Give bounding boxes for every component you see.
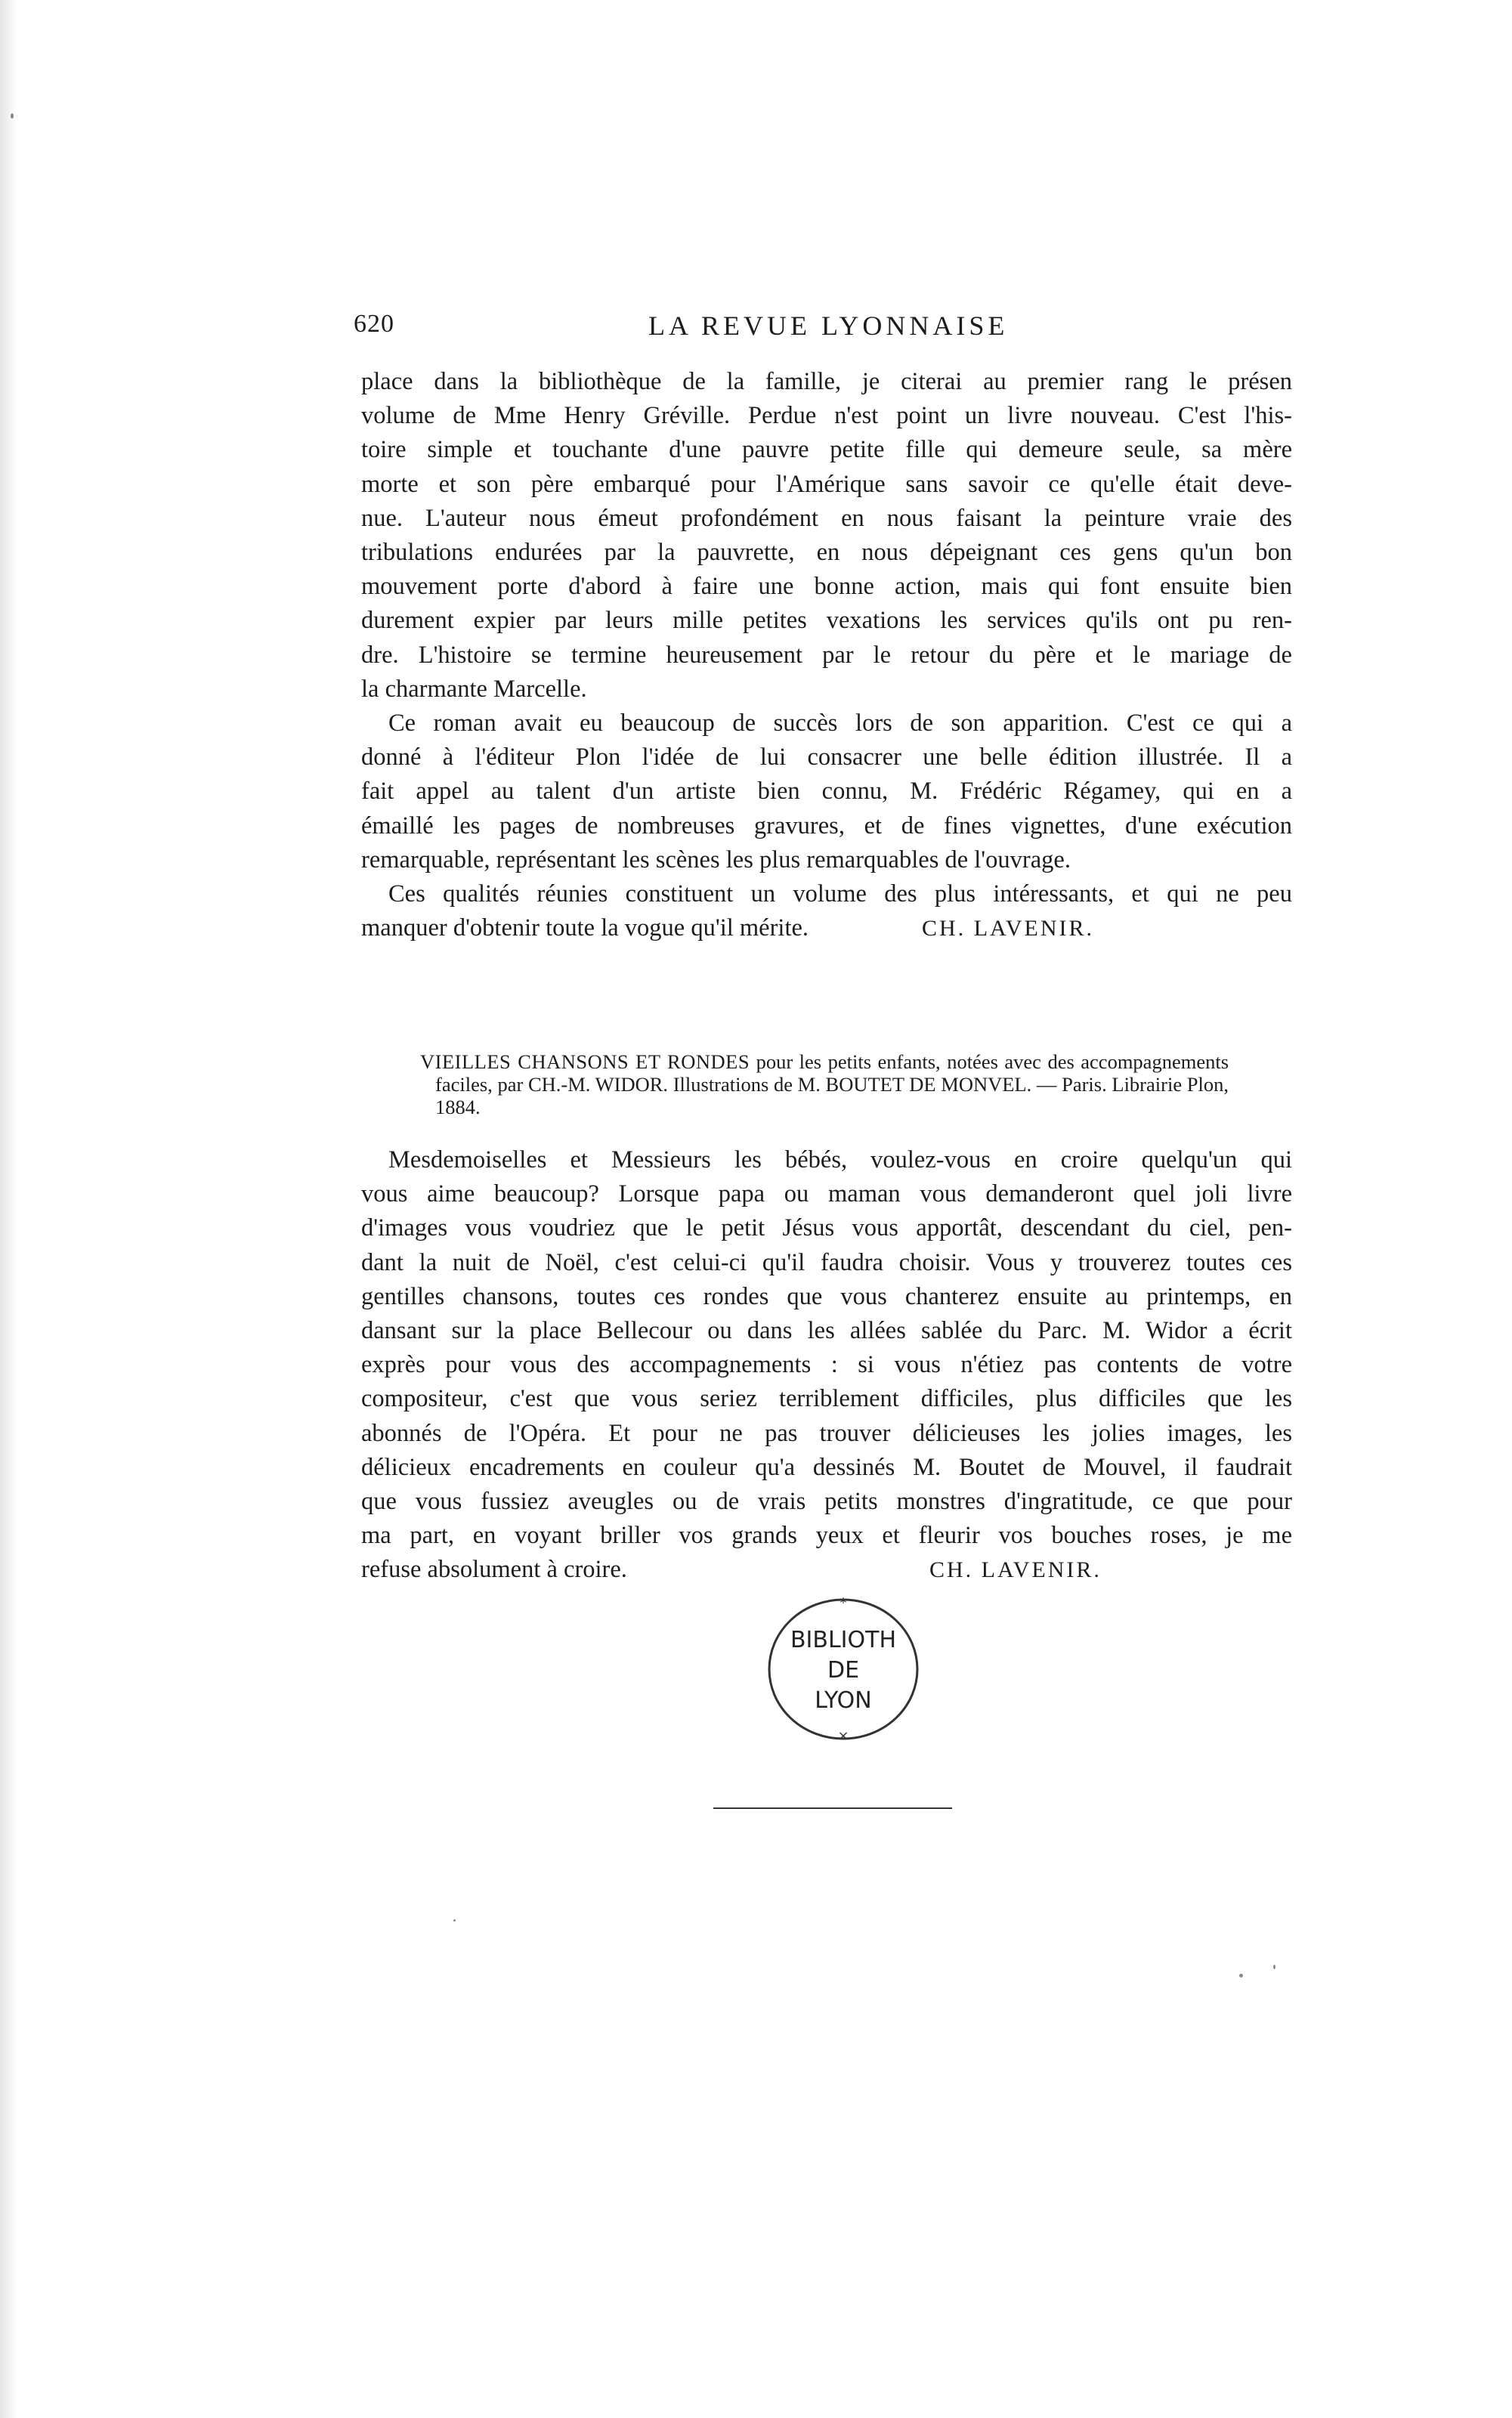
text-line: gentilles chansons, toutes ces rondes que vous chanterez ensuite au printemps, en: [361, 1282, 1292, 1310]
running-head: [354, 310, 1291, 348]
text-line: émaillé les pages de nombreuses gravures, et de fines vignettes, d'une exécution: [361, 812, 1292, 839]
text-line: remarquable, représentant les scènes les plus remarquables de l'ouvrage.: [361, 846, 1071, 874]
signature: CH. LAVENIR.: [922, 916, 1094, 942]
text-line: mouvement porte d'abord à faire une bonne action, mais qui font ensuite bien: [361, 573, 1292, 601]
text-line: durement expier par leurs mille petites vexations les services qu'ils ont pu ren-: [361, 607, 1292, 635]
text-line: vous aime beaucoup? Lorsque papa ou maman vous demanderont quel joli livre: [361, 1180, 1292, 1208]
text-line: nue. L'auteur nous émeut profondément en nous faisant la peinture vraie des: [361, 504, 1292, 532]
text-line: fait appel au talent d'un artiste bien connu, M. Frédéric Régamey, qui en a: [361, 778, 1292, 805]
page-number: 620: [354, 310, 394, 338]
svg-text:*: *: [839, 1595, 847, 1611]
library-stamp: [765, 1591, 922, 1748]
stamp-text: LYON: [815, 1687, 872, 1714]
text-line: Ces qualités réunies constituent un volume des plus intéressants, et qui ne peu: [388, 880, 1292, 908]
text-line: exprès pour vous des accompagnements : si vous n'étiez pas contents de votre: [361, 1351, 1292, 1379]
stamp-text: DE: [827, 1657, 860, 1684]
speck: [1239, 1974, 1243, 1977]
book-heading: [420, 1050, 1229, 1118]
section-end-rule: [713, 1807, 952, 1809]
text-line: d'images vous voudriez que le petit Jésus vous apportât, descendant du ciel, pen-: [361, 1214, 1292, 1242]
text-line: morte et son père embarqué pour l'Amérique sans savoir ce qu'elle était deve-: [361, 470, 1292, 498]
text-line: compositeur, c'est que vous seriez terriblement difficiles, plus difficiles que les: [361, 1385, 1292, 1413]
speck: [453, 1919, 456, 1922]
book-title: VIEILLES CHANSONS ET RONDES: [420, 1050, 750, 1073]
text-line: place dans la bibliothèque de la famille, je citerai au premier rang le présen: [361, 368, 1292, 395]
review-vieilles-chansons: [361, 1143, 1292, 1588]
text-line-content: manquer d'obtenir toute la vogue qu'il mérite.: [361, 914, 809, 942]
text-line: donné à l'éditeur Plon l'idée de lui consacrer une belle édition illustrée. Il a: [361, 744, 1292, 771]
text-line: la charmante Marcelle.: [361, 675, 587, 703]
review-perdue: [361, 365, 1292, 945]
text-line: dansant sur la place Bellecour ou dans les allées sablée du Parc. M. Widor a écrit: [361, 1317, 1292, 1345]
text-line: tribulations endurées par la pauvrette, en nous dépeignant ces gens qu'un bon: [361, 539, 1292, 567]
text-line: délicieux encadrements en couleur qu'a dessinés M. Boutet de Mouvel, il faudrait: [361, 1453, 1292, 1481]
text-line: toire simple et touchante d'une pauvre petite fille qui demeure seule, sa mère: [361, 436, 1292, 464]
page-scan-edge: [0, 0, 17, 2418]
text-line: que vous fussiez aveugles ou de vrais petits monstres d'ingratitude, ce que pour: [361, 1488, 1292, 1516]
text-line-content: refuse absolument à croire.: [361, 1556, 627, 1584]
book-details: pour les petits enfants, notées avec des accompagnements faciles, par CH.-M. WIDOR. Illustrations de M. BOUTET DE MONVEL. — Paris. Librairie Plon, 1884.: [435, 1050, 1229, 1118]
text-line: [361, 1553, 1292, 1587]
text-line: Ce roman avait eu beaucoup de succès lors de son apparition. C'est ce qui a: [388, 710, 1292, 737]
journal-title: LA REVUE LYONNAISE: [648, 311, 1009, 341]
speck: [1273, 1965, 1275, 1969]
text-line: volume de Mme Henry Gréville. Perdue n'est point un livre nouveau. C'est l'his-: [361, 402, 1292, 430]
svg-text:×: ×: [837, 1728, 849, 1744]
signature: CH. LAVENIR.: [929, 1557, 1102, 1583]
speck: [11, 113, 14, 119]
text-line: dant la nuit de Noël, c'est celui-ci qu'il faudra choisir. Vous y trouverez toutes ces: [361, 1248, 1292, 1276]
text-line: [361, 911, 1292, 945]
stamp-text: BIBLIOTH: [790, 1627, 897, 1653]
text-line: ma part, en voyant briller vos grands yeux et fleurir vos bouches roses, je me: [361, 1522, 1292, 1550]
text-line: abonnés de l'Opéra. Et pour ne pas trouver délicieuses les jolies images, les: [361, 1419, 1292, 1447]
text-line: Mesdemoiselles et Messieurs les bébés, voulez-vous en croire quelqu'un qui: [388, 1146, 1292, 1173]
text-line: dre. L'histoire se termine heureusement par le retour du père et le mariage de: [361, 641, 1292, 669]
